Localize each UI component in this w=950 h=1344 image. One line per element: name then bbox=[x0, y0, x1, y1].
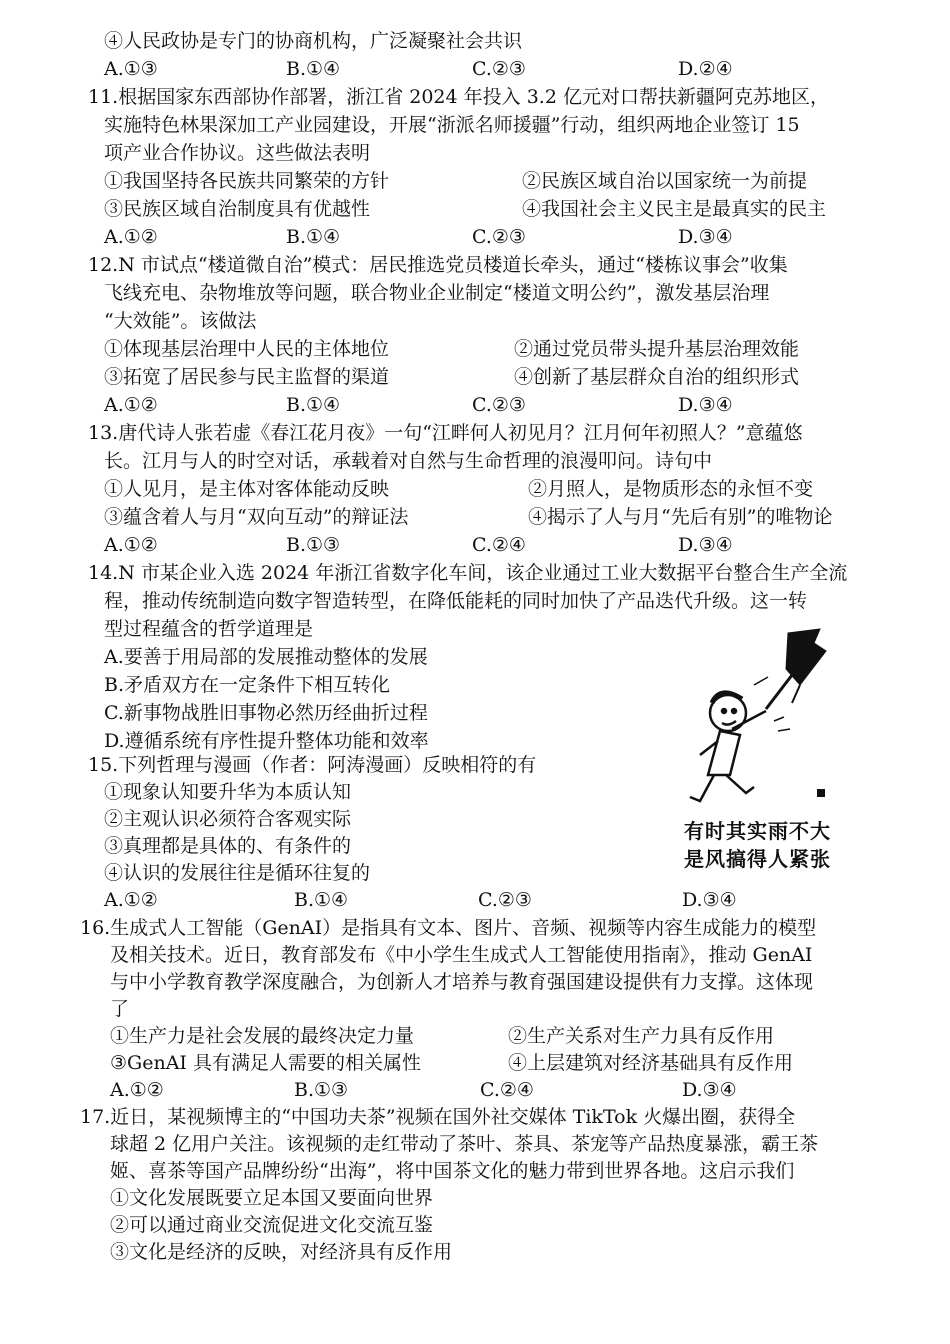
q15-item-1: ①现象认知要升华为本质认知 bbox=[104, 781, 352, 803]
q16-stem-line-2: 及相关技术。近日，教育部发布《中小学生生成式人工智能使用指南》，推动 GenAI bbox=[110, 944, 813, 966]
q13-stem-line-1: 13.唐代诗人张若虚《春江花月夜》一句“江畔何人初见月？江月何年初照人？”意蕴悠 bbox=[88, 422, 803, 444]
q11-item-3: ③民族区域自治制度具有优越性 bbox=[104, 198, 371, 220]
q12-option-d: D.③④ bbox=[678, 394, 733, 416]
q13-item-4: ④揭示了人与月“先后有别”的唯物论 bbox=[528, 506, 833, 528]
q14-stem-line-3: 型过程蕴含的哲学道理是 bbox=[104, 618, 314, 640]
q14-choice-b: B.矛盾双方在一定条件下相互转化 bbox=[104, 674, 391, 696]
q13-item-1: ①人见月，是主体对客体能动反映 bbox=[104, 478, 390, 500]
q12-item-2: ②通过党员带头提升基层治理效能 bbox=[514, 338, 800, 360]
q13-stem-line-2: 长。江月与人的时空对话，承载着对自然与生命哲理的浪漫叩问。诗句中 bbox=[104, 450, 713, 472]
q15-item-3: ③真理都是具体的、有条件的 bbox=[104, 835, 352, 857]
q12-stem-line-1: 12.N 市试点“楼道微自治”模式：居民推选党员楼道长牵头，通过“楼栋议事会”收集 bbox=[88, 254, 788, 276]
cartoon-caption-line-1: 有时其实雨不大 bbox=[684, 819, 831, 843]
q16-item-3: ③GenAI 具有满足人需要的相关属性 bbox=[110, 1052, 421, 1074]
q12-stem-line-2: 飞线充电、杂物堆放等问题，联合物业企业制定“楼道文明公约”，激发基层治理 bbox=[104, 282, 770, 304]
q16-item-2: ②生产关系对生产力具有反作用 bbox=[508, 1025, 775, 1047]
q11-option-a: A.①② bbox=[104, 226, 158, 248]
q13-option-c: C.②④ bbox=[472, 534, 526, 556]
q16-item-4: ④上层建筑对经济基础具有反作用 bbox=[508, 1052, 794, 1074]
q13-item-3: ③蕴含着人与月“双向互动”的辩证法 bbox=[104, 506, 409, 528]
umbrella-icon bbox=[766, 629, 826, 709]
q11-stem-line-1: 11.根据国家东西部协作部署，浙江省 2024 年投入 3.2 亿元对口帮扶新疆阿克苏地区， bbox=[88, 86, 829, 108]
q15-item-2: ②主观认识必须符合客观实际 bbox=[104, 808, 352, 830]
q12-item-3: ③拓宽了居民参与民主监督的渠道 bbox=[104, 366, 390, 388]
q14-choice-a: A.要善于用局部的发展推动整体的发展 bbox=[104, 646, 428, 668]
prev-option-c: C.②③ bbox=[472, 58, 526, 80]
q12-option-a: A.①② bbox=[104, 394, 158, 416]
q12-option-c: C.②③ bbox=[472, 394, 526, 416]
q11-item-4: ④我国社会主义民主是最真实的民主 bbox=[522, 198, 827, 220]
q13-item-2: ②月照人，是物质形态的永恒不变 bbox=[528, 478, 814, 500]
prev-option-b: B.①④ bbox=[286, 58, 341, 80]
q12-option-b: B.①④ bbox=[286, 394, 341, 416]
q12-item-4: ④创新了基层群众自治的组织形式 bbox=[514, 366, 800, 388]
signature-mark bbox=[817, 789, 825, 797]
cartoon-caption-line-2: 是风搞得人紧张 bbox=[684, 847, 831, 871]
q17-stem-line-2: 球超 2 亿用户关注。该视频的走红带动了茶叶、茶具、茶宠等产品热度暴涨，霸王茶 bbox=[110, 1133, 819, 1155]
q17-item-3: ③文化是经济的反映，对经济具有反作用 bbox=[110, 1241, 453, 1263]
q13-option-d: D.③④ bbox=[678, 534, 733, 556]
q11-stem-line-2: 实施特色林果深加工产业园建设，开展“浙派名师援疆”行动，组织两地企业签订 15 bbox=[104, 114, 800, 136]
q11-item-2: ②民族区域自治以国家统一为前提 bbox=[522, 170, 808, 192]
q15-option-c: C.②③ bbox=[478, 889, 532, 911]
q14-choice-d: D.遵循系统有序性提升整体功能和效率 bbox=[104, 730, 429, 752]
q17-stem-line-3: 姬、喜茶等国产品牌纷纷“出海”，将中国茶文化的魅力带到世界各地。这启示我们 bbox=[110, 1160, 795, 1182]
q14-stem-line-1: 14.N 市某企业入选 2024 年浙江省数字化车间，该企业通过工业大数据平台整合生产全流 bbox=[88, 562, 848, 584]
q14-choice-c: C.新事物战胜旧事物必然历经曲折过程 bbox=[104, 702, 428, 724]
q13-option-b: B.①③ bbox=[286, 534, 341, 556]
q16-option-c: C.②④ bbox=[480, 1079, 534, 1101]
q12-item-1: ①体现基层治理中人民的主体地位 bbox=[104, 338, 390, 360]
q14-stem-line-2: 程，推动传统制造向数字智造转型，在降低能耗的同时加快了产品迭代升级。这一转 bbox=[104, 590, 808, 612]
q17-item-1: ①文化发展既要立足本国又要面向世界 bbox=[110, 1187, 434, 1209]
prev-option-d: D.②④ bbox=[678, 58, 733, 80]
q16-item-1: ①生产力是社会发展的最终决定力量 bbox=[110, 1025, 415, 1047]
q15-option-a: A.①② bbox=[104, 889, 158, 911]
q11-item-1: ①我国坚持各民族共同繁荣的方针 bbox=[104, 170, 390, 192]
q17-item-2: ②可以通过商业交流促进文化交流互鉴 bbox=[110, 1214, 434, 1236]
q16-option-a: A.①② bbox=[110, 1079, 164, 1101]
q16-option-d: D.③④ bbox=[682, 1079, 737, 1101]
prev-question-item-4: ④人民政协是专门的协商机构，广泛凝聚社会共识 bbox=[104, 30, 523, 52]
q15-item-4: ④认识的发展往往是循环往复的 bbox=[104, 862, 371, 884]
q15-option-d: D.③④ bbox=[682, 889, 737, 911]
q17-stem-line-1: 17.近日，某视频博主的“中国功夫茶”视频在国外社交媒体 TikTok 火爆出圈，获得全 bbox=[80, 1106, 796, 1128]
q16-stem-line-1: 16.生成式人工智能（GenAI）是指具有文本、图片、音频、视频等内容生成能力的模型 bbox=[80, 917, 817, 939]
q11-option-c: C.②③ bbox=[472, 226, 526, 248]
q16-stem-line-3: 与中小学教育教学深度融合，为创新人才培养与教育强国建设提供有力支撑。这体现 bbox=[110, 971, 814, 993]
q11-stem-line-3: 项产业合作协议。这些做法表明 bbox=[104, 142, 371, 164]
q11-option-b: B.①④ bbox=[286, 226, 341, 248]
q16-option-b: B.①③ bbox=[294, 1079, 349, 1101]
q15-stem: 15.下列哲理与漫画（作者：阿涛漫画）反映相符的有 bbox=[88, 754, 537, 776]
q11-option-d: D.③④ bbox=[678, 226, 733, 248]
q16-stem-line-4: 了 bbox=[110, 998, 130, 1020]
q12-stem-line-3: “大效能”。该做法 bbox=[104, 310, 257, 332]
q13-option-a: A.①② bbox=[104, 534, 158, 556]
prev-option-a: A.①③ bbox=[104, 58, 158, 80]
q15-option-b: B.①④ bbox=[294, 889, 349, 911]
